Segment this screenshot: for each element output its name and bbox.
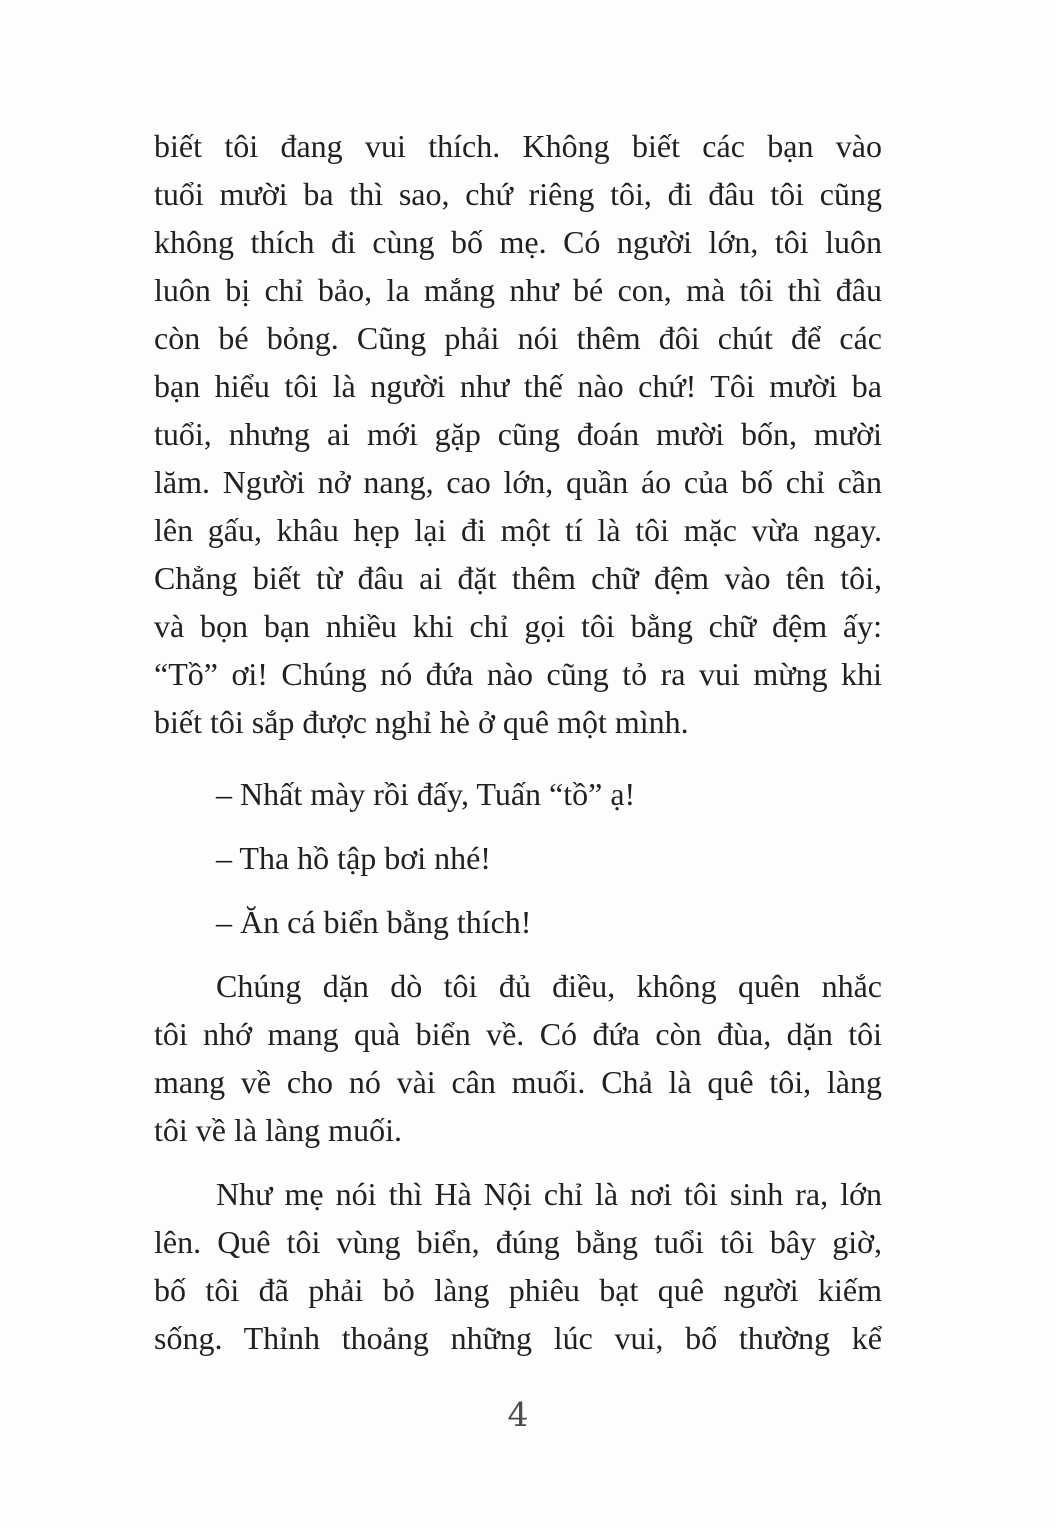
dialogue-line-1-text: – Nhất mày rồi đấy, Tuấn “tồ” ạ! (216, 776, 636, 812)
text-line: mang về cho nó vài cân muối. Chả là quê tôi, làng (154, 1064, 882, 1100)
paragraph-2 (154, 962, 882, 1154)
text-line: tuổi mười ba thì sao, chứ riêng tôi, đi đâu tôi cũng (154, 176, 882, 212)
text-line: tôi nhớ mang quà biển về. Có đứa còn đùa, dặn tôi (154, 1016, 882, 1052)
text-line: tôi về là làng muối. (154, 1112, 402, 1148)
text-line: lên. Quê tôi vùng biển, đúng bằng tuổi tôi bây giờ, (154, 1224, 882, 1260)
text-line: Chẳng biết từ đâu ai đặt thêm chữ đệm vào tên tôi, (154, 560, 882, 596)
dialogue-line-3 (154, 898, 882, 946)
text-line: biết tôi đang vui thích. Không biết các bạn vào (154, 128, 882, 164)
text-line: và bọn bạn nhiều khi chỉ gọi tôi bằng chữ đệm ấy: (154, 608, 882, 644)
dialogue-line-2-text: – Tha hồ tập bơi nhé! (216, 840, 491, 876)
paragraph-3 (154, 1170, 882, 1362)
text-line: không thích đi cùng bố mẹ. Có người lớn, tôi luôn (154, 224, 882, 260)
text-line: lăm. Người nở nang, cao lớn, quần áo của bố chỉ cần (154, 464, 882, 500)
text-line: bạn hiểu tôi là người như thế nào chứ! Tôi mười ba (154, 368, 882, 404)
text-line: Như mẹ nói thì Hà Nội chỉ là nơi tôi sinh ra, lớn (216, 1176, 882, 1212)
dialogue-line-1 (154, 770, 882, 818)
text-line: lên gấu, khâu hẹp lại đi một tí là tôi mặc vừa ngay. (154, 512, 882, 548)
text-line: sống. Thỉnh thoảng những lúc vui, bố thường kể (154, 1320, 882, 1356)
dialogue-line-2 (154, 834, 882, 882)
text-line: luôn bị chỉ bảo, la mắng như bé con, mà tôi thì đâu (154, 272, 882, 308)
paragraph-continuation (154, 122, 882, 746)
dialogue-line-3-text: – Ăn cá biển bằng thích! (216, 904, 532, 940)
text-line: Chúng dặn dò tôi đủ điều, không quên nhắc (216, 968, 882, 1004)
page-number: 4 (507, 1395, 529, 1434)
page-text (154, 122, 882, 1362)
text-line: biết tôi sắp được nghỉ hè ở quê một mình. (154, 704, 689, 740)
text-line: bố tôi đã phải bỏ làng phiêu bạt quê người kiếm (154, 1272, 882, 1308)
text-line: còn bé bỏng. Cũng phải nói thêm đôi chút để các (154, 320, 882, 356)
text-line: “Tồ” ơi! Chúng nó đứa nào cũng tỏ ra vui mừng khi (154, 656, 882, 692)
text-line: tuổi, nhưng ai mới gặp cũng đoán mười bốn, mười (154, 416, 882, 452)
